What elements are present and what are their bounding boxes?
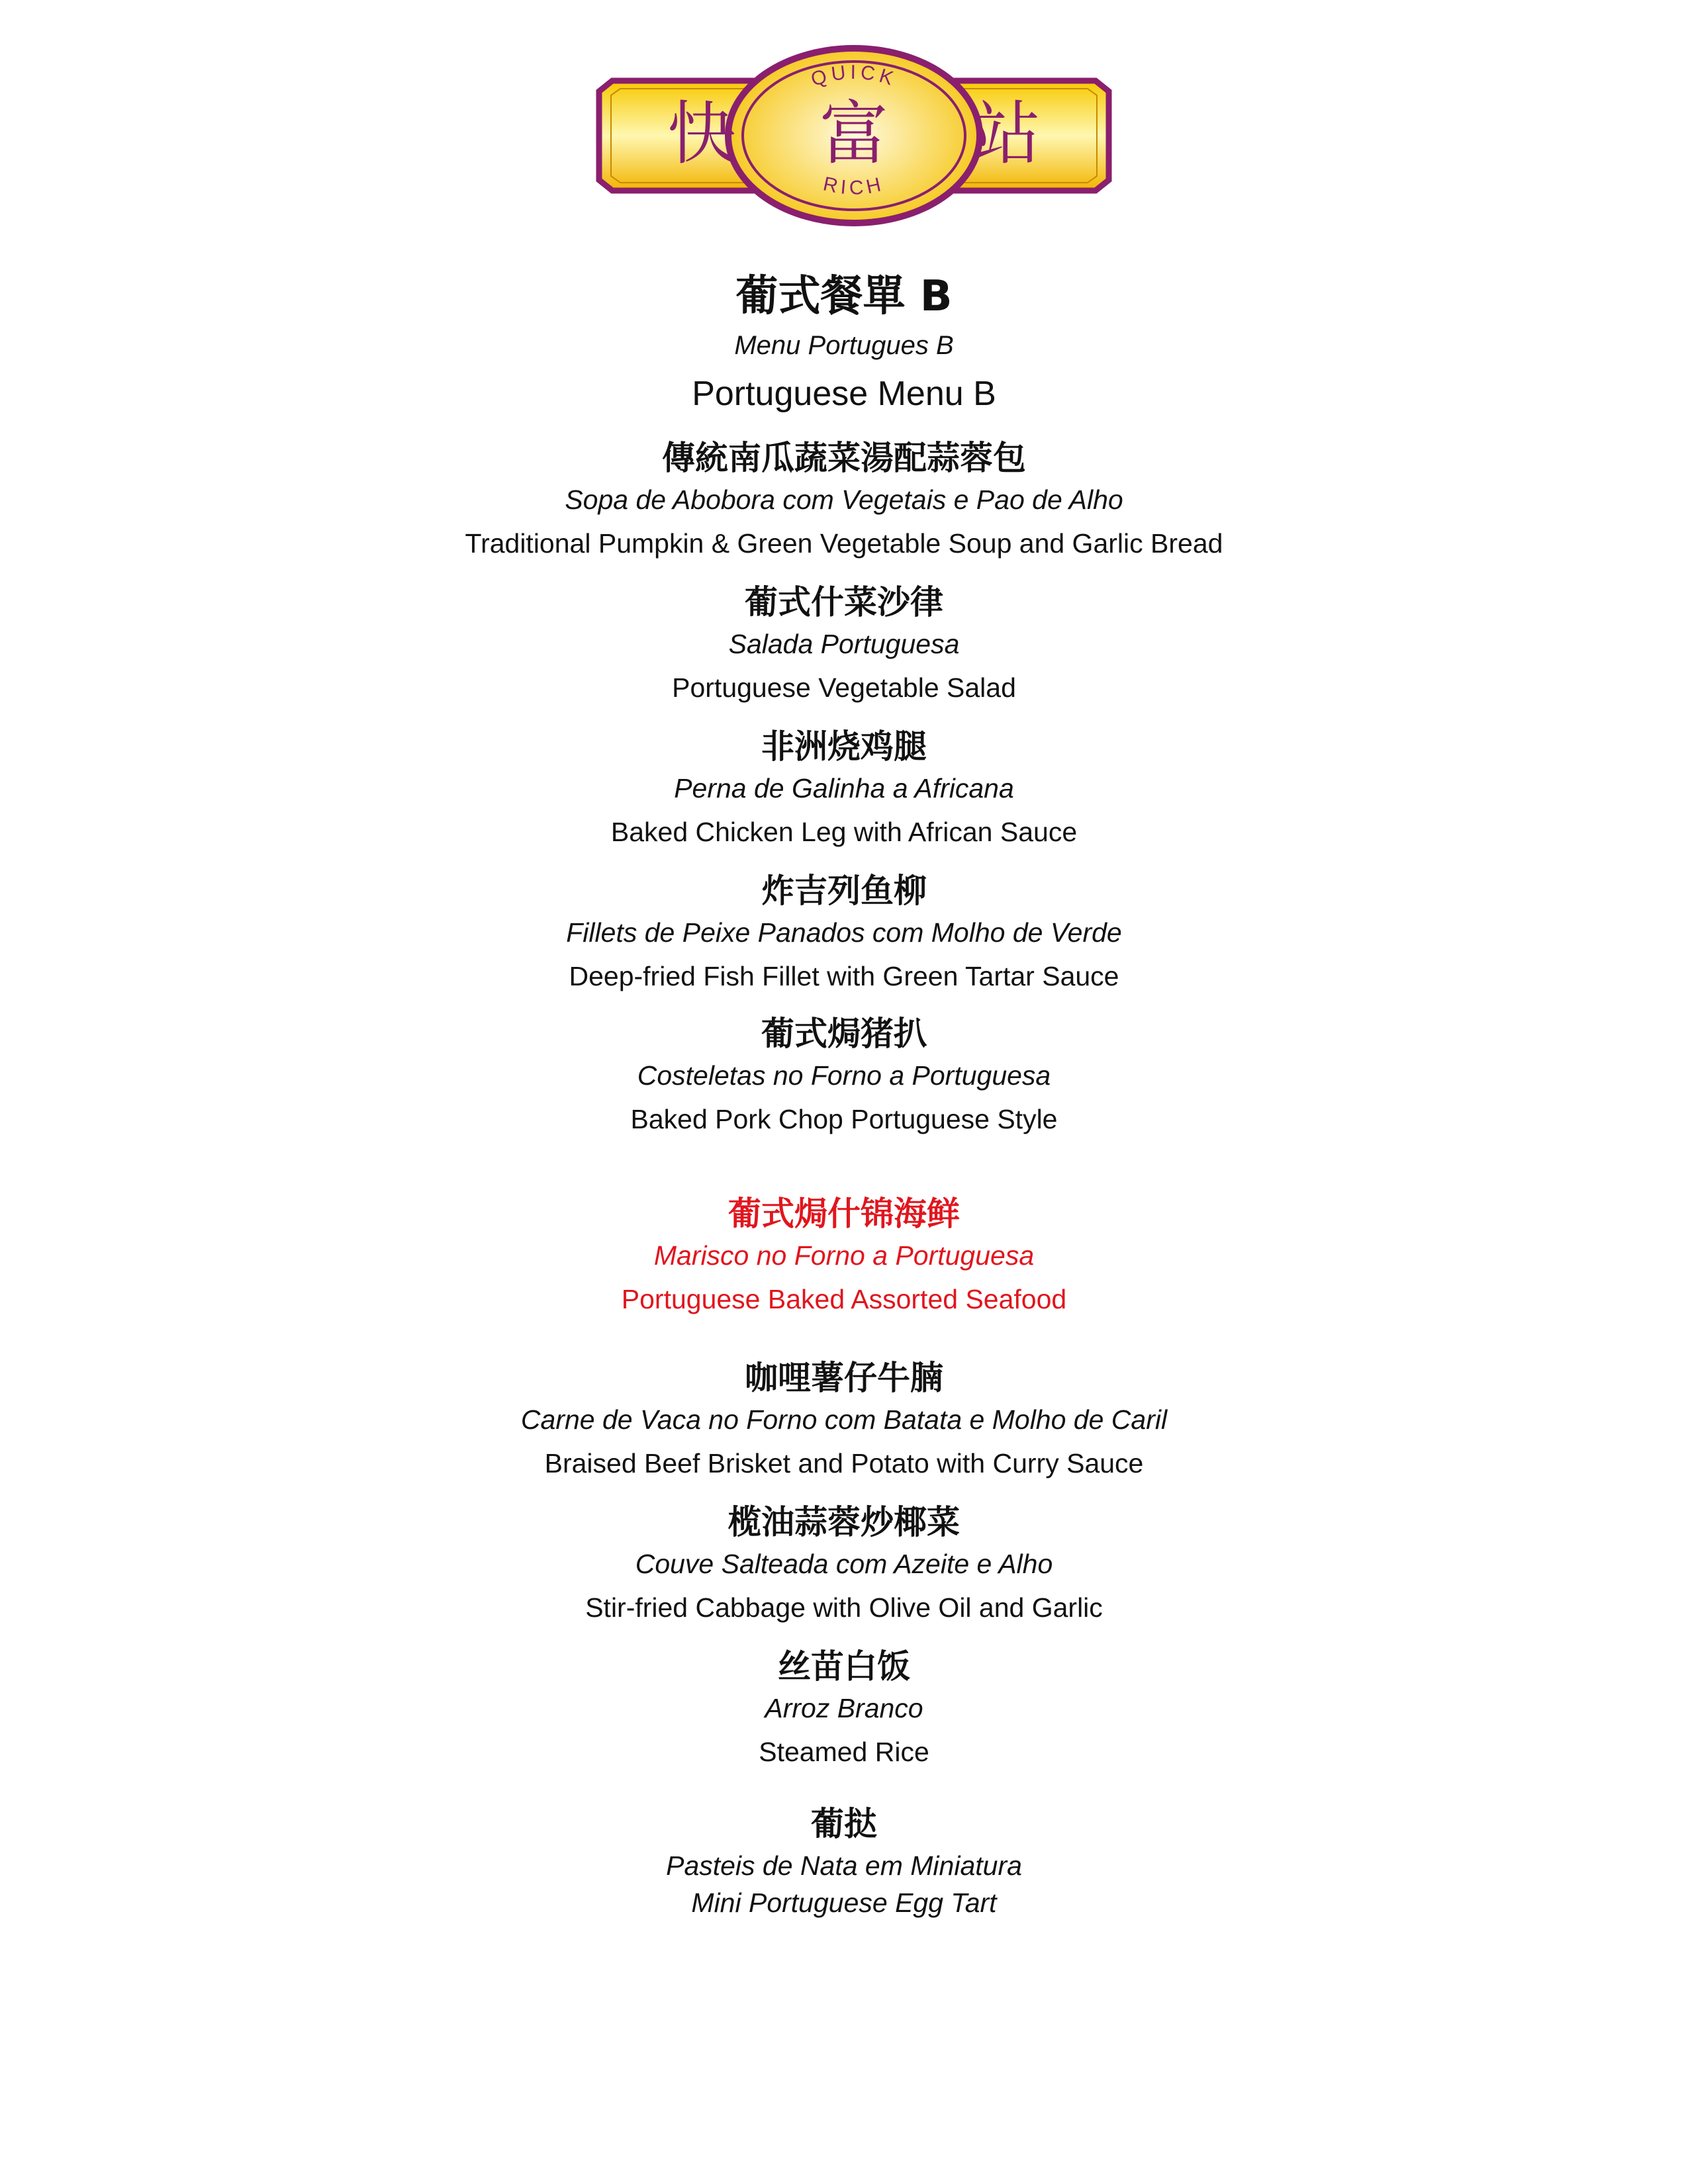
item-2-zh: 葡式什菜沙律 [745, 583, 943, 621]
item-9-zh: 丝苗白饭 [778, 1647, 910, 1686]
quick-rich-logo [592, 40, 1115, 232]
item-7-en: Braised Beef Brisket and Potato with Curry Sauce [544, 1448, 1144, 1479]
menu-title-zh: 葡式餐單 B [735, 272, 953, 321]
item-9-pt: Arroz Branco [765, 1693, 923, 1723]
item-1-en: Traditional Pumpkin & Green Vegetable Soup and Garlic Bread [465, 528, 1223, 559]
item-3-zh: 非洲烧鸡腿 [761, 727, 927, 766]
item-4-pt: Fillets de Peixe Panados com Molho de Verde [566, 917, 1122, 948]
item-6-pt: Marisco no Forno a Portuguesa [653, 1240, 1035, 1271]
item-9-en: Steamed Rice [759, 1737, 929, 1767]
logo-char-1: 快 [667, 93, 737, 174]
item-5-pt: Costeletas no Forno a Portuguesa [637, 1060, 1051, 1091]
logo-bottom-text: RICH [821, 173, 887, 199]
item-7-pt: Carne de Vaca no Forno com Batata e Molho de Caril [520, 1404, 1168, 1435]
item-8-pt: Couve Salteada com Azeite e Alho [635, 1549, 1053, 1579]
item-3-en: Baked Chicken Leg with African Sauce [610, 817, 1078, 847]
item-5-en: Baked Pork Chop Portuguese Style [630, 1104, 1058, 1134]
menu-title-pt: Menu Portugues B [734, 331, 954, 360]
logo-char-2: 富 [819, 93, 889, 174]
logo-top-text: QUICK [808, 61, 900, 91]
item-6-en: Portuguese Baked Assorted Seafood [621, 1284, 1067, 1314]
item-8-zh: 榄油蒜蓉炒椰菜 [728, 1503, 960, 1541]
item-10-en: Mini Portuguese Egg Tart [691, 1888, 997, 1918]
item-2-en: Portuguese Vegetable Salad [672, 672, 1016, 703]
logo-graphic [592, 40, 1115, 232]
item-5-zh: 葡式焗猪扒 [761, 1015, 927, 1053]
item-4-zh: 炸吉列鱼柳 [761, 872, 927, 910]
menu-title-en: Portuguese Menu B [692, 375, 996, 413]
item-10-zh: 葡挞 [811, 1805, 877, 1843]
item-10-pt: Pasteis de Nata em Miniatura [666, 1850, 1022, 1881]
item-8-en: Stir-fried Cabbage with Olive Oil and Garlic [585, 1592, 1103, 1623]
item-1-pt: Sopa de Abobora com Vegetais e Pao de Alho [565, 484, 1123, 515]
item-2-pt: Salada Portuguesa [728, 629, 960, 659]
item-3-pt: Perna de Galinha a Africana [674, 773, 1014, 803]
item-4-en: Deep-fried Fish Fillet with Green Tartar Sauce [569, 961, 1119, 991]
item-1-zh: 傳統南瓜蔬菜湯配蒜蓉包 [662, 439, 1026, 477]
logo-char-3: 站 [971, 93, 1041, 174]
item-6-zh: 葡式焗什锦海鲜 [728, 1195, 960, 1233]
item-7-zh: 咖哩薯仔牛腩 [745, 1359, 943, 1397]
